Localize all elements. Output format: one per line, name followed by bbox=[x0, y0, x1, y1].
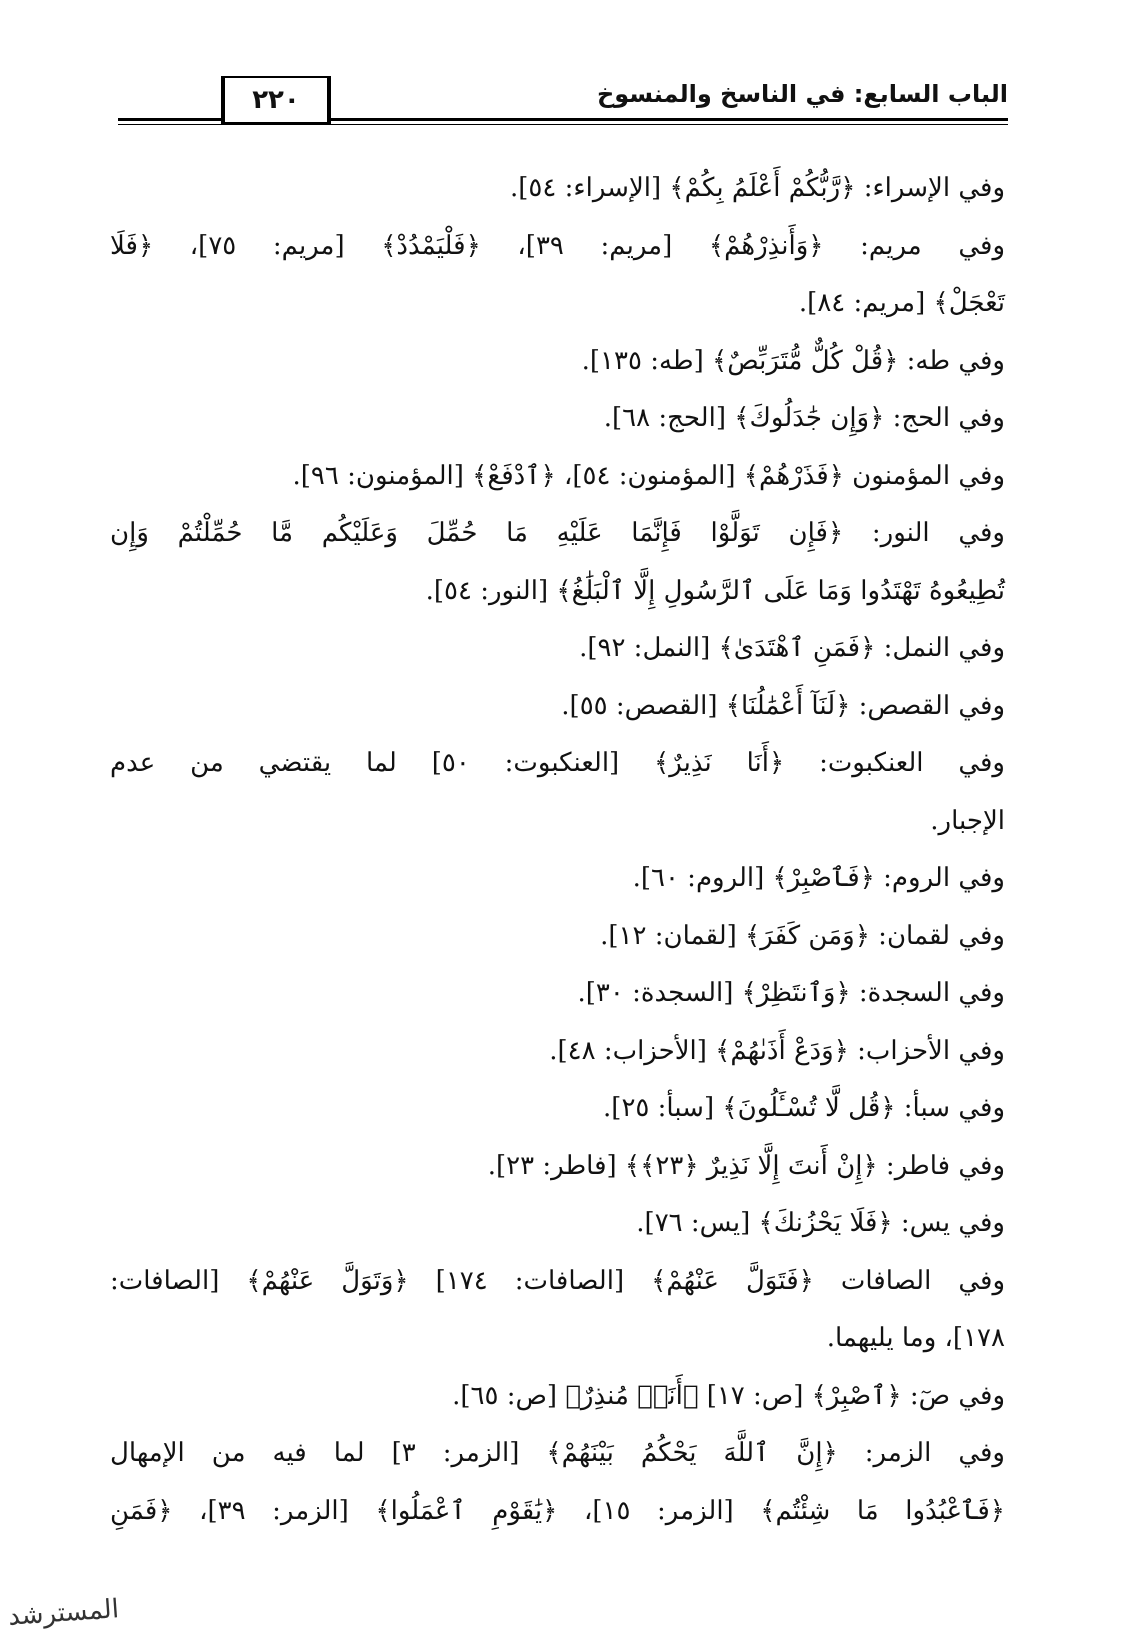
text-line: وفي الزمر: ﴿إِنَّ ٱللَّهَ يَحْكُمُ بَيْنَهُمْ﴾ [الزمر: ٣] لما فيه من الإمهال bbox=[110, 1438, 1005, 1468]
chapter-title: الباب السابع: في الناسخ والمنسوخ bbox=[596, 80, 1008, 108]
page-number: ٢٢٠ bbox=[221, 76, 331, 124]
text-line: وفي طه: ﴿قُلْ كُلٌّ مُّتَرَبِّصٌ﴾ [طه: ١٣٥]. bbox=[581, 345, 1005, 376]
text-line: وفي الصافات ﴿فَتَوَلَّ عَنْهُمْ﴾ [الصافات: ١٧٤] ﴿وَتَوَلَّ عَنْهُمْ﴾ [الصافات: bbox=[110, 1265, 1006, 1296]
text-line: وفي النور: ﴿فَإِن تَوَلَّوْا فَإِنَّمَا عَلَيْهِ مَا حُمِّلَ وَعَلَيْكُم مَّا حُمِّلْتُمْ وَإِن bbox=[110, 518, 1005, 548]
text-line: وفي الروم: ﴿فَٱصْبِرْ﴾ [الروم: ٦٠]. bbox=[632, 863, 1005, 893]
running-header bbox=[118, 72, 1008, 134]
text-line: ﴿فَٱعْبُدُوا مَا شِئْتُم﴾ [الزمر: ١٥]، ﴿يَٰقَوْمِ ٱعْمَلُوا﴾ [الزمر: ٣٩]، ﴿فَمَنِ bbox=[110, 1495, 1005, 1526]
text-line: الإجبار. bbox=[930, 805, 1005, 836]
watermark-logo: المسترشد bbox=[7, 1594, 120, 1632]
text-line: وفي مريم: ﴿وَأَنذِرْهُمْ﴾ [مريم: ٣٩]، ﴿فَلْيَمْدُدْ﴾ [مريم: ٧٥]، ﴿فَلَا bbox=[110, 230, 1005, 261]
text-line: ١٧٨]، وما يليهما. bbox=[826, 1323, 1005, 1353]
text-line: وفي الحج: ﴿وَإِن جَٰدَلُوكَ﴾ [الحج: ٦٨]. bbox=[603, 403, 1005, 433]
text-line: تُطِيعُوهُ تَهْتَدُوا وَمَا عَلَى ٱلرَّسُولِ إِلَّا ٱلْبَلَٰغُ﴾ [النور: ٥٤]. bbox=[425, 575, 1005, 606]
text-line: وفي السجدة: ﴿وَٱنتَظِرْ﴾ [السجدة: ٣٠]. bbox=[577, 978, 1005, 1008]
text-line: وفي المؤمنون ﴿فَذَرْهُمْ﴾ [المؤمنون: ٥٤]، ﴿ٱدْفَعْ﴾ [المؤمنون: ٩٦]. bbox=[292, 460, 1005, 491]
header-rule-thin bbox=[118, 124, 1008, 125]
text-line: وفي الأحزاب: ﴿وَدَعْ أَذَىٰهُمْ﴾ [الأحزاب: ٤٨]. bbox=[549, 1035, 1005, 1066]
text-line: وفي النمل: ﴿فَمَنِ ٱهْتَدَىٰ﴾ [النمل: ٩٢]. bbox=[579, 633, 1005, 663]
text-line: وفي القصص: ﴿لَنَآ أَعْمَٰلُنَا﴾ [القصص: ٥٥]. bbox=[561, 690, 1005, 721]
text-line: وفي لقمان: ﴿وَمَن كَفَرَ﴾ [لقمان: ١٢]. bbox=[600, 920, 1005, 951]
text-line: وفي العنكبوت: ﴿أَنَا نَذِيرٌ﴾ [العنكبوت: ٥٠] لما يقتضي من عدم bbox=[110, 748, 1005, 778]
text-line: وفي صٓ: ﴿ٱصْبِرْ﴾ [ص: ١٧] ﴿أَنَا۠ مُنذِرٌ﴾ [ص: ٦٥]. bbox=[452, 1380, 1005, 1411]
text-line: وفي يس: ﴿فَلَا يَحْزُنكَ﴾ [يس: ٧٦]. bbox=[636, 1208, 1005, 1238]
text-line: تَعْجَلْ﴾ [مريم: ٨٤]. bbox=[798, 288, 1005, 318]
text-line: وفي فاطر: ﴿إِنْ أَنتَ إِلَّا نَذِيرٌ ﴿٢٣﴾﴾ [فاطر: ٢٣]. bbox=[487, 1150, 1005, 1181]
text-line: وفي الإسراء: ﴿رَّبُّكُمْ أَعْلَمُ بِكُمْ﴾ [الإسراء: ٥٤]. bbox=[510, 173, 1005, 203]
page-body bbox=[110, 160, 1005, 1540]
text-line: وفي سبأ: ﴿قُل لَّا تُسْـَٔلُونَ﴾ [سبأ: ٢٥]. bbox=[603, 1093, 1005, 1123]
